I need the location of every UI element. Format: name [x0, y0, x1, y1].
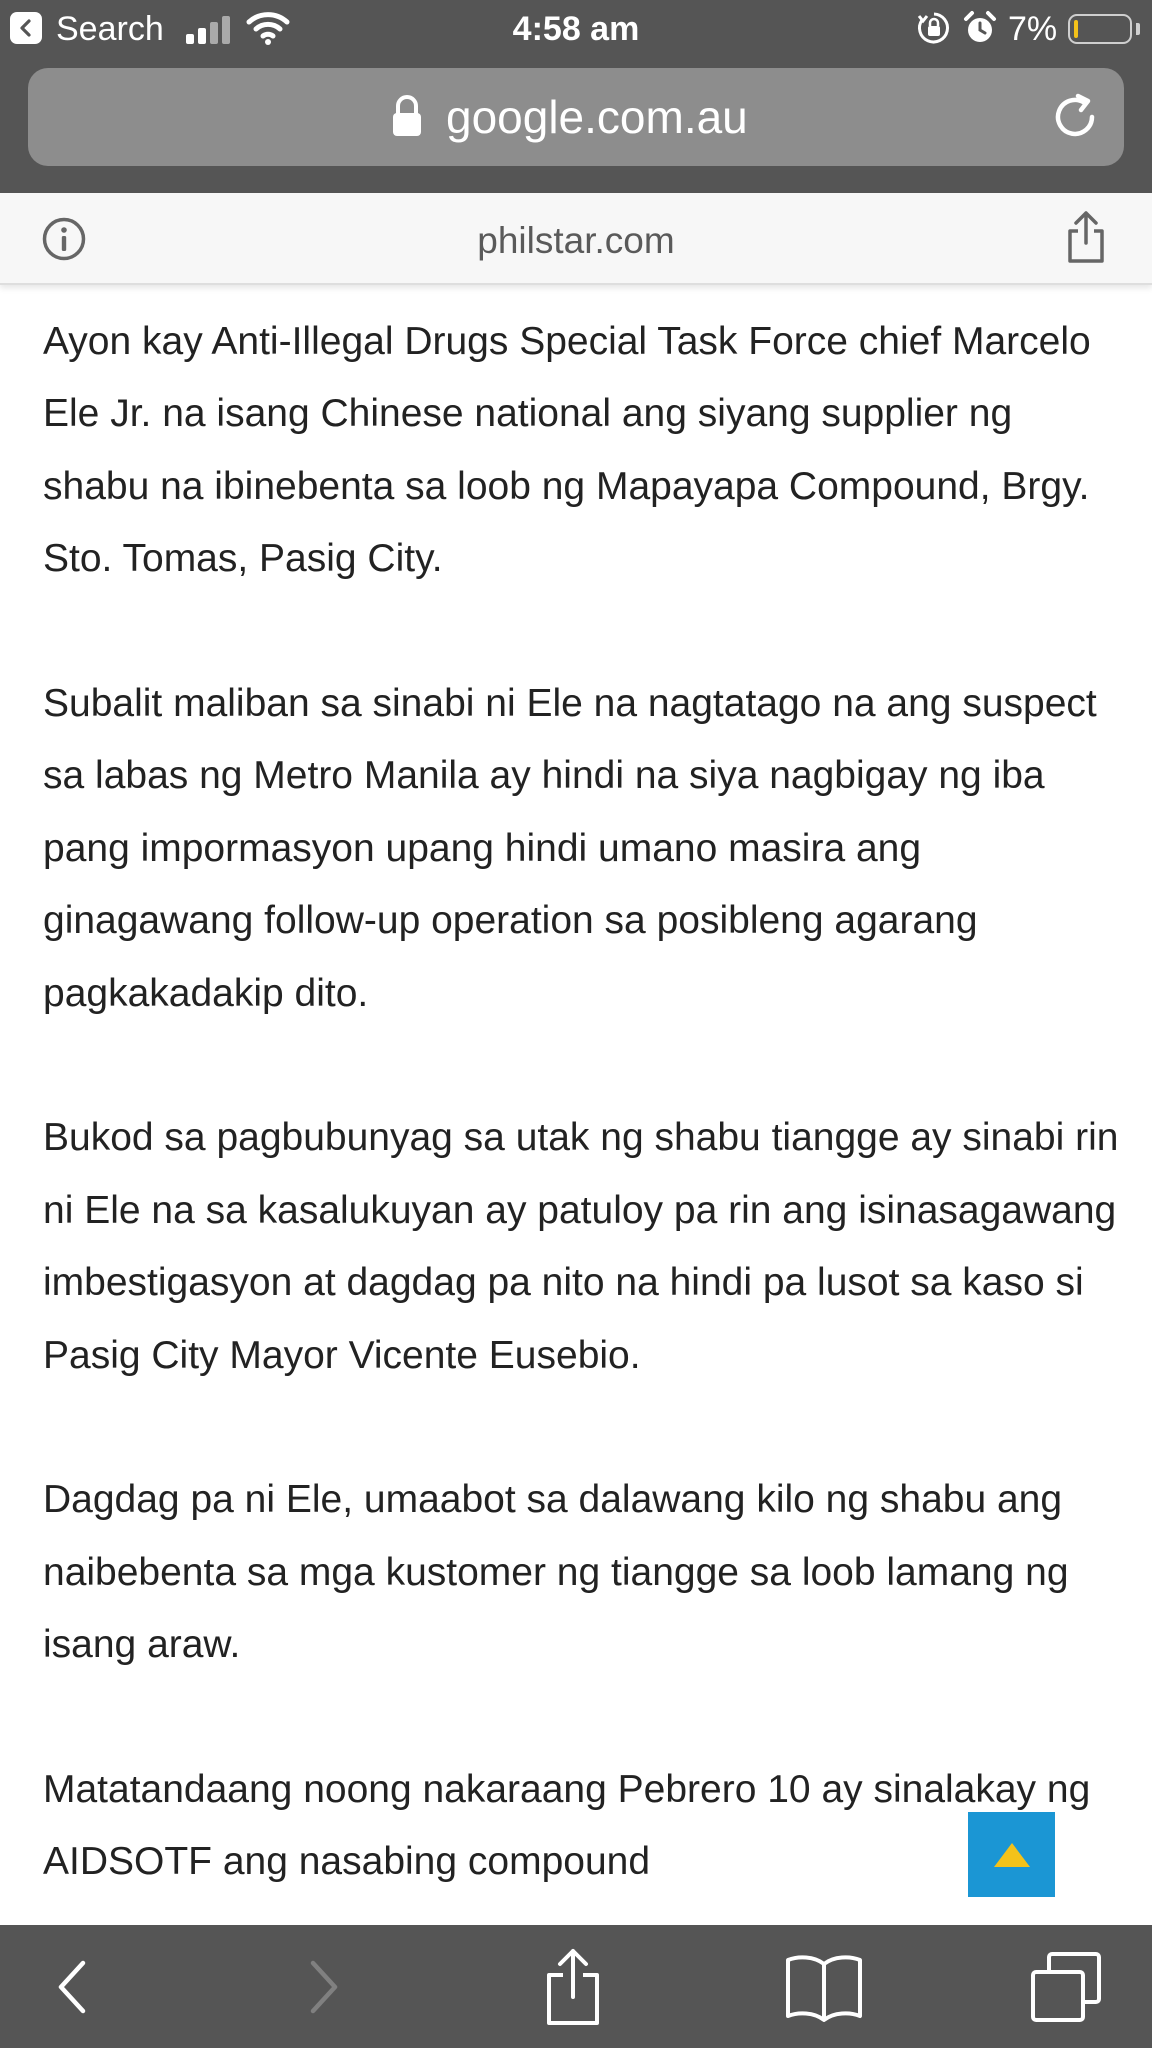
site-bar: [0, 193, 1152, 285]
battery-level-fill: [1074, 20, 1078, 38]
arrow-up-icon: [992, 1841, 1032, 1869]
bookmarks-icon: [784, 1952, 864, 2022]
back-button[interactable]: [30, 1925, 116, 2048]
tabs-icon: [1029, 1950, 1103, 2024]
battery-percent: 7%: [1008, 10, 1058, 48]
tabs-button[interactable]: [1016, 1925, 1116, 2048]
back-to-app-label[interactable]: Search: [56, 10, 164, 48]
address-url[interactable]: google.com.au: [446, 91, 748, 143]
article-paragraph: Dagdag pa ni Ele, umaabot sa dalawang kilo ng shabu ang naibebenta sa mga kustomer ng tiangge sa loob lamang ng isang araw.: [43, 1478, 1069, 1667]
back-icon: [53, 1959, 93, 2015]
article-paragraph: Subalit maliban sa sinabi ni Ele na nagtatago na ang suspect sa labas ng Metro Manila ay hindi na siya nagbigay ng iba pang impormasyon upang hindi umano masira ang ginagawang follow-up operation sa posibleng agarang pagkakadakip dito.: [43, 682, 1097, 1015]
battery-nub: [1136, 23, 1140, 35]
share-button[interactable]: [530, 1925, 616, 2048]
article-paragraph: Bukod sa pagbubunyag sa utak ng shabu tiangge ay sinabi rin ni Ele na sa kasalukuyan ay patuloy pa rin ang isinasagawang imbestigasyon at dagdag pa nito na hindi pa lusot sa kaso si Pasig City Mayor Vicente Eusebio.: [43, 1116, 1119, 1377]
status-time: 4:58 am: [512, 10, 640, 48]
forward-button[interactable]: [280, 1925, 366, 2048]
status-bar: [0, 0, 1152, 58]
battery-icon: [1068, 14, 1132, 44]
forward-icon: [303, 1959, 343, 2015]
rotation-lock-icon: [916, 10, 952, 46]
browser-toolbar: [0, 1925, 1152, 2048]
scroll-to-top-button[interactable]: [968, 1812, 1055, 1897]
reload-icon[interactable]: [1050, 92, 1100, 142]
article-body: [43, 306, 1123, 1971]
share-icon: [543, 1947, 603, 2027]
article-paragraph: Matatandaang noong nakaraang Pebrero 10 ay sinalakay ng AIDSOTF ang nasabing compound: [43, 1768, 1091, 1884]
article-paragraph: Ayon kay Anti-Illegal Drugs Special Task Force chief Marcelo Ele Jr. na isang Chinese national ang siyang supplier ng shabu na ibinebenta sa loob ng Mapayapa Compound, Brgy. Sto. Tomas, Pasig City.: [43, 320, 1091, 581]
bookmarks-button[interactable]: [774, 1925, 874, 2048]
share-icon[interactable]: [1064, 209, 1108, 265]
lock-icon: [390, 94, 424, 138]
address-bar[interactable]: [28, 68, 1124, 166]
browser-top-chrome: [0, 0, 1152, 193]
alarm-icon: [962, 10, 998, 46]
site-domain: philstar.com: [477, 220, 675, 261]
